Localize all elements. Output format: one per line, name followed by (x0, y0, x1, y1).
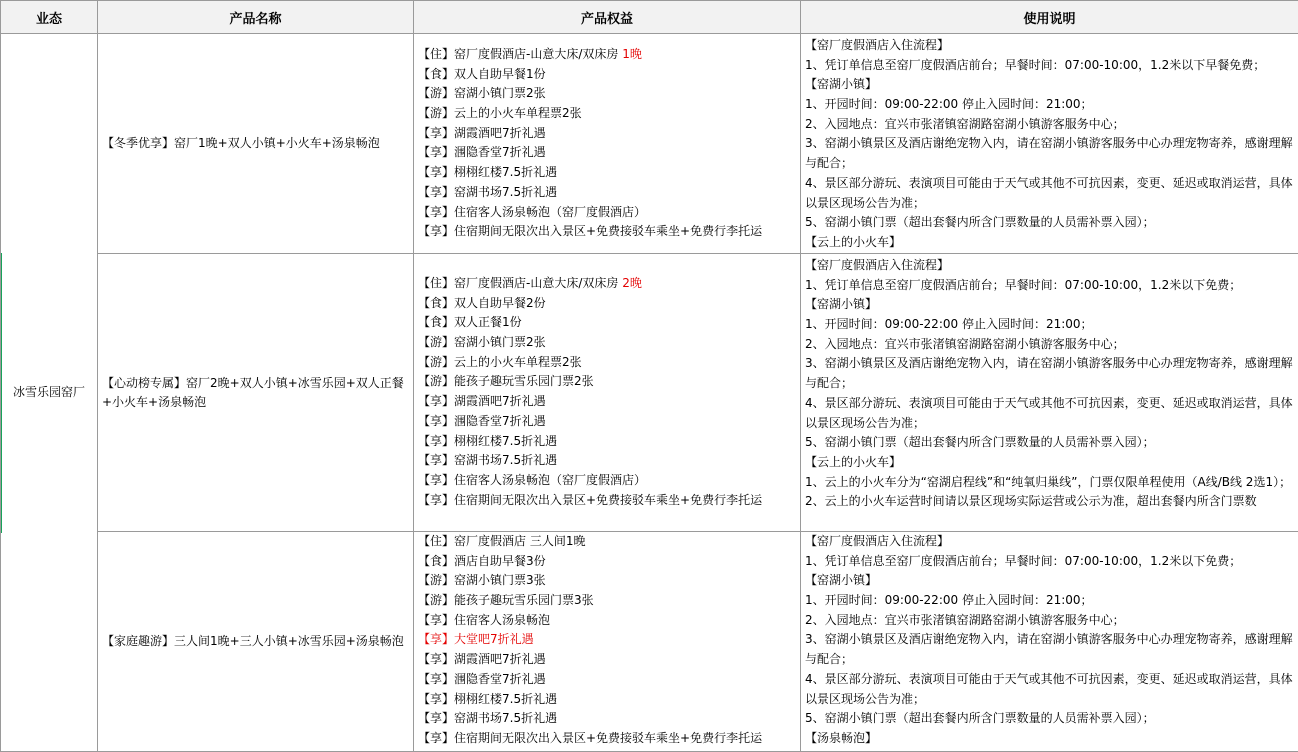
benefit-item: 【享】栩栩红楼7.5折礼遇 (414, 163, 800, 183)
note-line: 【云上的小火车】 (801, 233, 1298, 253)
benefit-item: 【享】湖霞酒吧7折礼遇 (414, 392, 800, 412)
benefit-item: 【享】住宿客人汤泉畅泡（窑厂度假酒店） (414, 471, 800, 491)
benefit-item: 【享】涠隐香堂7折礼遇 (414, 412, 800, 432)
note-line: 【窑厂度假酒店入住流程】 (801, 256, 1298, 276)
benefit-item: 【食】酒店自助早餐3份 (414, 552, 800, 572)
benefit-item: 【游】云上的小火车单程票2张 (414, 353, 800, 373)
stay-nights-highlight: 1晚 (622, 47, 642, 61)
table-row[interactable] (1, 532, 1298, 752)
benefit-item: 【游】窑湖小镇门票2张 (414, 333, 800, 353)
benefit-item (414, 45, 800, 65)
notes-cell[interactable] (801, 532, 1298, 752)
benefit-item: 【享】栩栩红楼7.5折礼遇 (414, 432, 800, 452)
benefit-item-highlighted: 【享】大堂吧7折礼遇 (414, 630, 800, 650)
notes-cell[interactable] (801, 34, 1298, 254)
note-line: 1、凭订单信息至窑厂度假酒店前台；早餐时间：07:00-10:00，1.2米以下免费； (801, 276, 1298, 296)
notes-cell[interactable] (801, 254, 1298, 532)
business-type-cell[interactable] (1, 34, 98, 752)
note-line: 【窑厂度假酒店入住流程】 (801, 36, 1298, 56)
header-product-name: 产品名称 (98, 1, 414, 34)
note-line: 2、入园地点：宜兴市张渚镇窑湖路窑湖小镇游客服务中心； (801, 611, 1298, 631)
note-line: 【窑厂度假酒店入住流程】 (801, 532, 1298, 552)
benefit-item: 【享】湖霞酒吧7折礼遇 (414, 124, 800, 144)
note-line: 5、窑湖小镇门票（超出套餐内所含门票数量的人员需补票入园）； (801, 213, 1298, 233)
benefit-item: 【住】窑厂度假酒店 三人间1晚 (414, 532, 800, 552)
note-line: 2、入园地点：宜兴市张渚镇窑湖路窑湖小镇游客服务中心； (801, 335, 1298, 355)
benefit-text: 【住】窑厂度假酒店-山意大床/双床房 (418, 47, 622, 61)
benefit-item: 【游】窑湖小镇门票3张 (414, 571, 800, 591)
note-line: 3、窑湖小镇景区及酒店谢绝宠物入内，请在窑湖小镇游客服务中心办理宠物寄养，感谢理解与配合； (801, 134, 1298, 173)
table-row[interactable] (1, 34, 1298, 254)
note-line: 5、窑湖小镇门票（超出套餐内所含门票数量的人员需补票入园）； (801, 433, 1298, 453)
benefit-item: 【享】涠隐香堂7折礼遇 (414, 670, 800, 690)
product-name: 【冬季优享】窑厂1晚+双人小镇+小火车+汤泉畅泡 (102, 136, 380, 150)
benefit-item: 【享】住宿期间无限次出入景区+免费接驳车乘坐+免费行李托运 (414, 491, 800, 511)
benefits-cell[interactable] (414, 254, 801, 532)
benefit-item: 【食】双人自助早餐2份 (414, 294, 800, 314)
benefit-item: 【游】云上的小火车单程票2张 (414, 104, 800, 124)
product-name: 【家庭趣游】三人间1晚+三人小镇+冰雪乐园+汤泉畅泡 (102, 634, 404, 648)
header-business-type: 业态 (1, 1, 98, 34)
benefit-item: 【游】能孩子趣玩雪乐园门票3张 (414, 591, 800, 611)
benefit-item: 【享】窑湖书场7.5折礼遇 (414, 451, 800, 471)
table-row[interactable] (1, 254, 1298, 532)
benefits-cell[interactable] (414, 34, 801, 254)
note-line: 1、云上的小火车分为“窑湖启程线”和“纯氧归巢线”，门票仅限单程使用（A线/B线 2选1）； (801, 473, 1298, 493)
benefit-item: 【享】涠隐香堂7折礼遇 (414, 143, 800, 163)
benefit-item: 【食】双人正餐1份 (414, 313, 800, 333)
benefit-item (414, 274, 800, 294)
benefit-item: 【游】能孩子趣玩雪乐园门票2张 (414, 372, 800, 392)
note-line: 1、开园时间：09:00-22:00 停止入园时间：21:00； (801, 95, 1298, 115)
note-line: 3、窑湖小镇景区及酒店谢绝宠物入内，请在窑湖小镇游客服务中心办理宠物寄养，感谢理解与配合； (801, 630, 1298, 669)
benefit-item: 【享】住宿客人汤泉畅泡 (414, 611, 800, 631)
benefit-item: 【享】窑湖书场7.5折礼遇 (414, 709, 800, 729)
benefit-item: 【享】住宿期间无限次出入景区+免费接驳车乘坐+免费行李托运 (414, 222, 800, 242)
header-usage-notes: 使用说明 (801, 1, 1298, 34)
note-line: 【汤泉畅泡】 (801, 729, 1298, 749)
note-line: 2、入园地点：宜兴市张渚镇窑湖路窑湖小镇游客服务中心； (801, 115, 1298, 135)
product-name-cell[interactable] (98, 254, 414, 532)
benefit-item: 【享】湖霞酒吧7折礼遇 (414, 650, 800, 670)
note-line: 2、云上的小火车运营时间请以景区现场实际运营或公示为准，超出套餐内所含门票数 (801, 492, 1298, 512)
benefit-text: 【住】窑厂度假酒店-山意大床/双床房 (418, 276, 622, 290)
note-line: 4、景区部分游玩、表演项目可能由于天气或其他不可抗因素，变更、延迟或取消运营，具体以景区现场公告为准； (801, 394, 1298, 433)
product-name-cell[interactable] (98, 34, 414, 254)
header-row (1, 1, 1298, 34)
note-line: 1、凭订单信息至窑厂度假酒店前台；早餐时间：07:00-10:00，1.2米以下早餐免费； (801, 56, 1298, 76)
note-line: 【窑湖小镇】 (801, 571, 1298, 591)
product-name-cell[interactable] (98, 532, 414, 752)
benefit-item: 【游】窑湖小镇门票2张 (414, 84, 800, 104)
benefit-item: 【享】窑湖书场7.5折礼遇 (414, 183, 800, 203)
note-line: 4、景区部分游玩、表演项目可能由于天气或其他不可抗因素，变更、延迟或取消运营，具体以景区现场公告为准； (801, 670, 1298, 709)
note-line: 1、开园时间：09:00-22:00 停止入园时间：21:00； (801, 315, 1298, 335)
note-line: 5、窑湖小镇门票（超出套餐内所含门票数量的人员需补票入园）； (801, 709, 1298, 729)
benefit-item: 【享】住宿客人汤泉畅泡（窑厂度假酒店） (414, 203, 800, 223)
note-line: 【窑湖小镇】 (801, 295, 1298, 315)
note-line: 3、窑湖小镇景区及酒店谢绝宠物入内，请在窑湖小镇游客服务中心办理宠物寄养，感谢理解与配合； (801, 354, 1298, 393)
note-line: 4、景区部分游玩、表演项目可能由于天气或其他不可抗因素，变更、延迟或取消运营，具体以景区现场公告为准； (801, 174, 1298, 213)
stay-nights-highlight: 2晚 (622, 276, 642, 290)
product-name: 【心动榜专属】窑厂2晚+双人小镇+冰雪乐园+双人正餐+小火车+汤泉畅泡 (102, 376, 404, 409)
note-line: 1、凭订单信息至窑厂度假酒店前台；早餐时间：07:00-10:00，1.2米以下免费； (801, 552, 1298, 572)
note-line: 1、开园时间：09:00-22:00 停止入园时间：21:00； (801, 591, 1298, 611)
benefits-cell[interactable] (414, 532, 801, 752)
benefit-item: 【享】栩栩红楼7.5折礼遇 (414, 690, 800, 710)
note-line: 【云上的小火车】 (801, 453, 1298, 473)
business-type-value: 冰雪乐园窑厂 (1, 383, 97, 402)
header-product-benefits: 产品权益 (414, 1, 801, 34)
benefit-item: 【食】双人自助早餐1份 (414, 65, 800, 85)
note-line: 【窑湖小镇】 (801, 75, 1298, 95)
benefit-item: 【享】住宿期间无限次出入景区+免费接驳车乘坐+免费行李托运 (414, 729, 800, 749)
